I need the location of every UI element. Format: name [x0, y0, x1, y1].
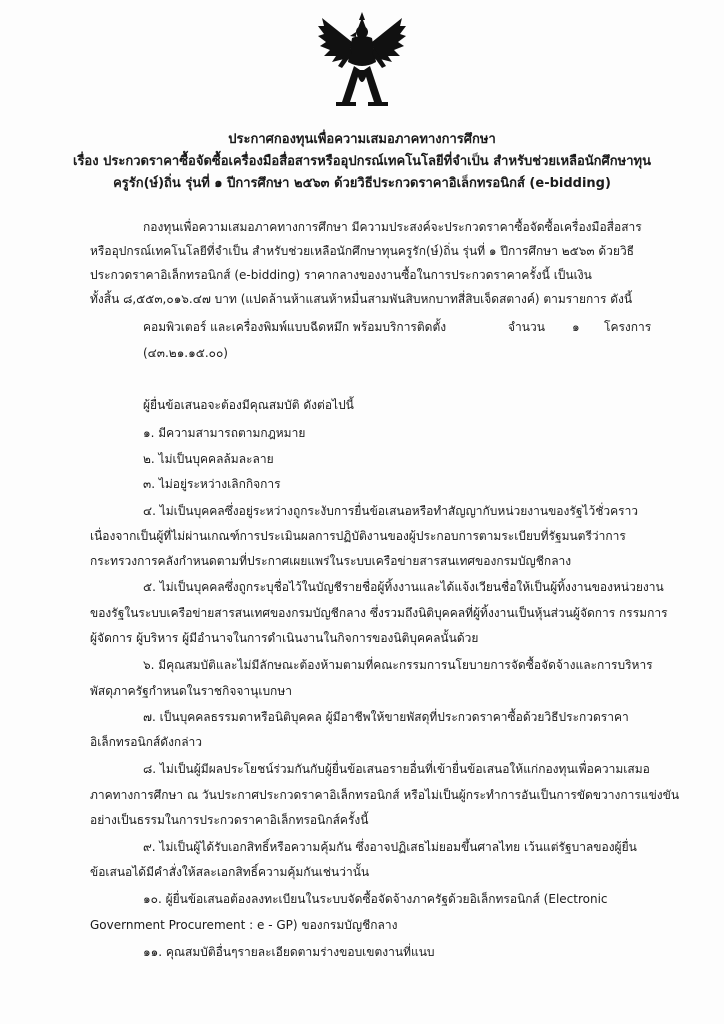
qualification-line: ๖. มีคุณสมบัติและไม่มีลักษณะต้องห้ามตามที่คณะกรรมการนโยบายการจัดซื้อจัดจ้างและการบริหาร	[143, 658, 653, 672]
qualification-line: ๑๑. คุณสมบัติอื่นๆรายละเอียดตามร่างขอบเขตงานที่แนบ	[143, 945, 435, 959]
qualification-line: ๘. ไม่เป็นผู้มีผลประโยชน์ร่วมกันกับผู้ยื่นข้อเสนอรายอื่นที่เข้ายื่นข้อเสนอให้แก่กองทุนเพื่อความเสมอ	[143, 762, 650, 776]
qualification-line: ๔. ไม่เป็นบุคคลซึ่งอยู่ระหว่างถูกระงับการยื่นข้อเสนอหรือทำสัญญากับหน่วยงานของรัฐไว้ชั่วคราว	[143, 504, 639, 518]
qualification-line: ภาคทางการศึกษา ณ วันประกาศประกวดราคาอิเล็กทรอนิกส์ หรือไม่เป็นผู้กระทำการอันเป็นการขัดขวางการแข่งขัน	[90, 788, 680, 802]
qualification-line: เนื่องจากเป็นผู้ที่ไม่ผ่านเกณฑ์การประเมินผลการปฏิบัติงานของผู้ประกอบการตามระเบียบที่รัฐมนตรีว่าการ	[90, 529, 626, 543]
qualification-heading: ผู้ยื่นข้อเสนอจะต้องมีคุณสมบัติ ดังต่อไปนี้	[143, 398, 354, 412]
qualification-line: ๙. ไม่เป็นผู้ได้รับเอกสิทธิ์หรือความคุ้มกัน ซึ่งอาจปฏิเสธไม่ยอมขึ้นศาลไทย เว้นแต่รัฐบาลของผู้ยื่น	[143, 840, 637, 854]
intro-line: ประกวดราคาอิเล็กทรอนิกส์ (e-bidding) ราคากลางของงานซื้อในการประกวดราคาครั้งนี้ เป็นเงิน	[90, 268, 592, 282]
item-qty-value: ๑	[572, 320, 580, 334]
qualification-line: ๕. ไม่เป็นบุคคลซึ่งถูกระบุชื่อไว้ในบัญชีรายชื่อผู้ทิ้งงานและได้แจ้งเวียนชื่อให้เป็นผู้ทิ้งงานของหน่วยงาน	[143, 580, 664, 594]
qualification-line: ๒. ไม่เป็นบุคคลล้มละลาย	[143, 452, 274, 466]
qualification-line: ๑๐. ผู้ยื่นข้อเสนอต้องลงทะเบียนในระบบจัดซื้อจัดจ้างภาครัฐด้วยอิเล็กทรอนิกส์ (Electronic	[143, 892, 608, 906]
qualification-line: ข้อเสนอได้มีคำสั่งให้สละเอกสิทธิ์ความคุ้มกันเช่นว่านั้น	[90, 865, 370, 879]
garuda-emblem-icon	[316, 10, 408, 110]
qualification-line: พัสดุภาครัฐกำหนดในราชกิจจานุเบกษา	[90, 684, 292, 698]
qualification-line: ๗. เป็นบุคคลธรรมดาหรือนิติบุคคล ผู้มีอาชีพให้ขายพัสดุที่ประกวดราคาซื้อด้วยวิธีประกวดราคา	[143, 710, 629, 724]
item-qty-label: จำนวน	[508, 320, 545, 334]
qualification-line: อย่างเป็นธรรมในการประกวดราคาอิเล็กทรอนิกส์ครั้งนี้	[90, 813, 369, 827]
item-name: คอมพิวเตอร์ และเครื่องพิมพ์แบบฉีดหมึก พร้อมบริการติดตั้ง	[143, 320, 447, 334]
intro-line: กองทุนเพื่อความเสมอภาคทางการศึกษา มีความประสงค์จะประกวดราคาซื้อจัดซื้อเครื่องมือสื่อสาร	[143, 220, 642, 234]
title-line-3: ครูรัก(ษ์)ถิ่น รุ่นที่ ๑ ปีการศึกษา ๒๕๖๓ ด้วยวิธีประกวดราคาอิเล็กทรอนิกส์ (e-bidding)	[113, 176, 611, 191]
item-unit: โครงการ	[604, 320, 652, 334]
title-line-2: เรื่อง ประกวดราคาซื้อจัดซื้อเครื่องมือสื่อสารหรืออุปกรณ์เทคโนโลยีที่จำเป็น สำหรับช่วยเหลือนักศึกษาทุน	[73, 154, 651, 169]
qualification-line: ๓. ไม่อยู่ระหว่างเลิกกิจการ	[143, 477, 281, 491]
qualification-line: กระทรวงการคลังกำหนดตามที่ประกาศเผยแพร่ในระบบเครือข่ายสารสนเทศของกรมบัญชีกลาง	[90, 554, 572, 568]
qualification-line: Government Procurement : e - GP) ของกรมบัญชีกลาง	[90, 918, 398, 932]
intro-line: หรืออุปกรณ์เทคโนโลยีที่จำเป็น สำหรับช่วยเหลือนักศึกษาทุนครูรัก(ษ์)ถิ่น รุ่นที่ ๑ ปีการศึกษา ๒๕๖๓ ด้วยวิธี	[90, 244, 635, 258]
qualification-line: ของรัฐในระบบเครือข่ายสารสนเทศของกรมบัญชีกลาง ซึ่งรวมถึงนิติบุคคลที่ผู้ทิ้งงานเป็นหุ้นส่วนผู้จัดการ กรรมการ	[90, 606, 668, 620]
title-line-1: ประกาศกองทุนเพื่อความเสมอภาคทางการศึกษา	[228, 132, 496, 147]
qualification-line: ผู้จัดการ ผู้บริหาร ผู้มีอำนาจในการดำเนินงานในกิจการของนิติบุคคลนั้นด้วย	[90, 631, 479, 645]
qualification-line: ๑. มีความสามารถตามกฎหมาย	[143, 426, 306, 440]
intro-line: ทั้งสิ้น ๘,๕๕๓,๐๑๖.๔๗ บาท (แปดล้านห้าแสนห้าหมื่นสามพันสิบหกบาทสี่สิบเจ็ดสตางค์) ตามรายการ ดังนี้	[90, 292, 633, 306]
qualification-line: อิเล็กทรอนิกส์ดังกล่าว	[90, 735, 203, 749]
item-code: (๔๓.๒๑.๑๕.๐๐)	[143, 346, 228, 360]
